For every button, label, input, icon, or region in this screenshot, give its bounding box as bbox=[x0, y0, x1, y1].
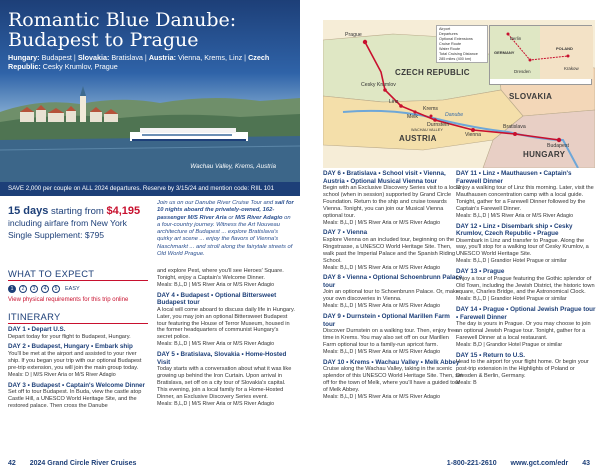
map-river-label: Danube bbox=[445, 112, 464, 118]
day-title: DAY 9 • Durnstein • Optional Marillen Farm tour bbox=[323, 313, 450, 328]
country-cities: Cesky Krumlov, Prague bbox=[42, 62, 118, 71]
pace-scale bbox=[8, 285, 148, 293]
country-cities: Vienna, Krems, Linz bbox=[177, 53, 243, 62]
pace-level-dot: 5 bbox=[52, 285, 60, 293]
itinerary-day bbox=[323, 359, 463, 401]
country-cities: Budapest bbox=[41, 53, 72, 62]
day-description: Head to the airport for your flight home. Or begin your post-trip extension in the Highlights of Poland or Dresden & Berlin, Germany. bbox=[456, 359, 589, 380]
starting-from-label: starting from bbox=[51, 206, 104, 217]
day-description: Depart today for your flight to Budapest, Hungary. bbox=[8, 333, 131, 340]
map-city-bratislava: Bratislava bbox=[503, 124, 526, 130]
pace-level-dot: 2 bbox=[19, 285, 27, 293]
day-title: DAY 13 • Prague bbox=[456, 268, 505, 276]
trip-title-line2: Budapest to Prague bbox=[8, 29, 199, 51]
website-link[interactable]: www.gct.com/edr bbox=[510, 460, 569, 467]
legend-item: (400 km) bbox=[456, 57, 472, 61]
country-label: Czech Republic: bbox=[8, 53, 270, 71]
ext-country-poland: POLAND bbox=[556, 46, 573, 51]
map-city-vienna: Vienna bbox=[465, 132, 482, 138]
ext-city-krakow: Krakow bbox=[564, 66, 579, 71]
map-city-krems: Krems bbox=[423, 106, 438, 112]
itinerary-day bbox=[323, 274, 463, 310]
day-title: DAY 8 • Vienna • Optional Schoenbrunn Palace tour bbox=[323, 274, 463, 289]
day-title: DAY 3 • Budapest • Captain's Welcome Dinner bbox=[8, 381, 146, 389]
legend-item bbox=[439, 52, 485, 62]
legend-item: Distance bbox=[463, 52, 478, 56]
day-meals: Meals: B,L,D | M/S River Aria or M/S River Adagio bbox=[456, 212, 574, 219]
intro-text-mid: or bbox=[226, 214, 236, 221]
day-meals: Meals: B,L,D | Grandior Hotel Prague or similar bbox=[456, 296, 567, 303]
pace-level-dot: 3 bbox=[30, 285, 38, 293]
trip-title-line1: Romantic Blue Danube: bbox=[8, 9, 237, 31]
intro-text-post: on a four-country journey. Witness the Art Nouveau architecture of Budapest ... explore Bratislava's quirky art scene ... enjoy the flavors of Vienna's Naschmarkt ... and stroll along the fairytale streets of Old World Prague. bbox=[157, 214, 293, 258]
map-country-czech: CZECH REPUBLIC bbox=[395, 68, 470, 77]
itinerary-right-column2 bbox=[456, 170, 596, 390]
itinerary-left-column1 bbox=[8, 326, 148, 413]
day-description: Join an optional tour to Schoenbrunn Palace. Or, make your own discoveries in Vienna. bbox=[323, 289, 459, 303]
legend-item: Cruise Route bbox=[439, 42, 462, 46]
pace-level-dot: 1 bbox=[8, 285, 16, 293]
day-description: Set off to tour Budapest. In Buda, view the castle atop Castle Hill, a UNESCO World Heritage Site, and the restored palace. Then cross the Danube bbox=[8, 389, 142, 409]
what-to-expect-section bbox=[8, 268, 148, 303]
itinerary-day bbox=[157, 351, 295, 407]
day-title: DAY 15 • Return to U.S. bbox=[456, 351, 526, 359]
day-title: DAY 7 • Vienna bbox=[323, 229, 368, 237]
intro-text-pre: Join us on our Danube River Cruise Tour and bbox=[157, 200, 275, 206]
trip-intro bbox=[157, 200, 295, 258]
country-label: Slovakia: bbox=[77, 53, 110, 62]
intro-text-bold: sail for 10 nights aboard the privately-owned, 162-passenger M/S River Aria bbox=[157, 200, 294, 221]
map-city-melk: Melk bbox=[407, 114, 418, 120]
page-number-right: 43 bbox=[582, 460, 590, 467]
day-description: and explore Pest, where you'll see Heroes' Square. Tonight, enjoy a Captain's Welcome Dinner. bbox=[157, 268, 284, 281]
ext-city-berlin: Berlin bbox=[510, 36, 522, 41]
itinerary-left-column2 bbox=[157, 268, 295, 411]
itinerary-day bbox=[157, 292, 295, 348]
day-title: DAY 5 • Bratislava, Slovakia • Home-Hosted Visit bbox=[157, 351, 287, 366]
day-description: Enjoy a tour of Prague featuring the Gothic splendor of Old Town, including the Jewish District, the historic town square, Charles Bridge, and the Astronomical Clock. bbox=[456, 275, 595, 296]
day-description: Enjoy a walking tour of Linz this morning. Later, visit the Mauthausen concentration camp with a local guide. Tonight, gather for a Farewell Dinner followed by the Captain's Farewell Dinner. bbox=[456, 185, 594, 212]
right-page-footer bbox=[435, 460, 590, 467]
day-meals: Meals: B,L,D | M/S River Aria or M/S River Adagio bbox=[323, 393, 441, 400]
intro-text-bold2: M/S River Adagio bbox=[235, 214, 283, 221]
map-city-prague: Prague bbox=[345, 32, 362, 38]
trip-title bbox=[8, 10, 298, 50]
trip-price: $4,195 bbox=[106, 205, 141, 217]
day-meals: Meals: B,L,D | M/S River Aria or M/S River Adagio bbox=[157, 281, 275, 288]
itinerary-day bbox=[456, 268, 596, 303]
itinerary-day bbox=[323, 170, 463, 226]
day-description: The day is yours in Prague. Or you may choose to join an optional Jewish Prague tour. Tonight, gather for a Farewell Dinner at a local restaurant. bbox=[456, 321, 591, 342]
pace-level-dot: 4 bbox=[41, 285, 49, 293]
day-title: DAY 12 • Linz • Disembark ship • Cesky Krumlov, Czech Republic • Prague bbox=[456, 222, 573, 238]
route-map bbox=[323, 20, 595, 168]
itinerary-day bbox=[456, 352, 596, 387]
itinerary-day bbox=[8, 382, 148, 410]
right-page bbox=[300, 0, 600, 475]
itinerary-right-column1 bbox=[323, 170, 463, 404]
day-meals: Meals: B,L,D | M/S River Aria or M/S River Adagio bbox=[323, 219, 441, 226]
ext-country-germany: GERMANY bbox=[494, 50, 515, 55]
country-cities: Bratislava bbox=[111, 53, 143, 62]
itinerary-day bbox=[456, 170, 596, 220]
map-country-hungary: HUNGARY bbox=[523, 150, 566, 159]
country-label: Austria: bbox=[148, 53, 176, 62]
single-supplement: Single Supplement: $795 bbox=[8, 230, 105, 240]
country-label: Hungary: bbox=[8, 53, 40, 62]
optional-extensions-panel bbox=[489, 25, 592, 85]
map-city-linz: Linz bbox=[389, 99, 399, 105]
day-description: Begin with an Exclusive Discovery Series visit to a local school (when in session) supported by Grand Circle Foundation. Return to the ship and cruise towards Vienna. Tonight, you can join our Musical Vienna optional tour. bbox=[323, 185, 461, 219]
promo-banner: SAVE 2,000 per couple on ALL 2024 departures. Reserve by 3/15/24 and mention code: RIIL 101 bbox=[0, 182, 300, 196]
day-description: A local will come aboard to discuss daily life in Hungary. Later, you may join an optional Bittersweet Budapest tour featuring the House of Terror Museum, housed in the former headquarters of communist Hungary's secret police. bbox=[157, 306, 295, 341]
day-description: Explore Vienna on an included tour, beginning on the Ringstrasse, a UNESCO World Heritage Site. Then, walk past the Imperial Palace and the Spanish Riding School. bbox=[323, 236, 456, 264]
day-meals: Meals: D | M/S River Aria or M/S River Adagio bbox=[8, 371, 116, 378]
day-title: DAY 2 • Budapest, Hungary • Embark ship bbox=[8, 343, 133, 351]
ext-city-dresden: Dresden bbox=[514, 69, 531, 74]
itinerary-day bbox=[323, 313, 463, 356]
legend-item: Airport bbox=[439, 27, 451, 31]
hero-photo bbox=[0, 0, 300, 182]
day-title: DAY 4 • Budapest • Optional Bittersweet Budapest tour bbox=[157, 291, 277, 307]
map-country-slovakia: SLOVAKIA bbox=[509, 92, 553, 101]
page-number-left: 42 bbox=[8, 460, 16, 467]
day-meals: Meals: B,L,D | Grandior Hotel Prague or similar bbox=[456, 258, 567, 265]
duration-price-line bbox=[8, 205, 148, 218]
trip-duration: 15 days bbox=[8, 205, 49, 217]
day-title: DAY 14 • Prague • Optional Jewish Prague tour • Farewell Dinner bbox=[456, 306, 596, 321]
map-country-austria: AUSTRIA bbox=[399, 134, 437, 143]
legend-item: Optional Extensions bbox=[439, 37, 473, 41]
itinerary-day bbox=[157, 268, 295, 289]
day-meals: Meals: B,L,D | M/S River Aria or M/S River Adagio bbox=[323, 264, 441, 271]
day-meals: Meals: B,L,D | M/S River Aria or M/S River Adagio bbox=[157, 400, 275, 407]
day-meals: Meals: B,L,D | M/S River Aria or M/S River Adagio bbox=[323, 303, 441, 310]
map-city-cesky-krumlov: Cesky Krumlov bbox=[361, 82, 396, 88]
day-title: DAY 6 • Bratislava • School visit • Vienna, Austria • Optional Musical Vienna tour bbox=[323, 170, 446, 185]
day-title: DAY 10 • Krems • Wachau Valley • Melk Abbey bbox=[323, 358, 460, 366]
left-page-footer bbox=[8, 460, 148, 467]
day-description: Disembark in Linz and transfer to Prague. Along the way, you'll stop for a walking tour of Cesky Krumlov, a UNESCO World Heritage Site. bbox=[456, 237, 589, 258]
itinerary-day bbox=[8, 326, 148, 340]
day-title: DAY 11 • Linz • Mauthausen • Captain's Farewell Dinner bbox=[456, 170, 572, 185]
day-meals: Meals: B,L,D | M/S River Aria or M/S River Adagio bbox=[157, 341, 275, 348]
map-city-budapest: Budapest bbox=[547, 143, 569, 149]
day-description: Today starts with a conversation about what it was like growing up behind the Iron Curtain. Upon arrival in Bratislava, set off on a city tour of Slovakia's capital. This evening, join a local family for a Home-Hosted Dinner, an Exclusive Discovery Series event. bbox=[157, 366, 292, 400]
brochure-brand: 2024 Grand Circle River Cruises bbox=[29, 460, 137, 467]
itinerary-heading: ITINERARY bbox=[8, 311, 148, 324]
day-meals: Meals: B,D | Grandior Hotel Prague or similar bbox=[456, 342, 563, 348]
day-title: DAY 1 • Depart U.S. bbox=[8, 326, 66, 333]
legend-item: Total Cruising bbox=[439, 52, 463, 56]
itinerary-day bbox=[323, 229, 463, 271]
day-meals: Meals: B bbox=[456, 380, 477, 387]
legend-item: 285 miles bbox=[439, 57, 456, 61]
itinerary-day bbox=[456, 223, 596, 266]
day-description: Cruise along the Wachau Valley, taking in the scenic splendor of this UNESCO World Heritage Site. Then, set off for the town of Melk, where you'll have a guided tour of Melk Abbey. bbox=[323, 366, 463, 394]
photo-caption: Wachau Valley, Krems, Austria bbox=[190, 163, 276, 170]
what-to-expect-heading: WHAT TO EXPECT bbox=[8, 268, 148, 281]
day-description: Discover Durnstein on a walking tour. Then, enjoy free time in Krems. You may also set off on our Marillen Farm optional tour to a family-run apricot farm. bbox=[323, 328, 458, 348]
legend-item: Water Route bbox=[439, 47, 461, 51]
itinerary-day bbox=[456, 306, 596, 349]
itinerary-day bbox=[8, 343, 148, 378]
day-description: You'll be met at the airport and assisted to your river ship. If you began your trip with our optional Budapest pre-trip extension, you will join the main group today. bbox=[8, 350, 142, 371]
legend-item: Departures bbox=[439, 32, 458, 36]
physical-requirements-link[interactable]: View physical requirements for this trip online bbox=[8, 297, 129, 303]
phone-number[interactable]: 1-800-221-2610 bbox=[446, 460, 497, 467]
pricing-block bbox=[8, 205, 148, 241]
day-meals: Meals: B,L,D | M/S River Aria or M/S River Adagio bbox=[323, 348, 441, 355]
map-valley-label: WACHAU VALLEY bbox=[411, 128, 443, 132]
trip-countries: Hungary: Budapest | Slovakia: Bratislava | Austria: Vienna, Krems, Linz | Czech Republic: Cesky Krumlov, Prague bbox=[8, 53, 270, 71]
airfare-note: including airfare from New York bbox=[8, 218, 127, 228]
map-city-durnstein: Durnstein bbox=[427, 122, 450, 128]
pace-label: EASY bbox=[65, 286, 80, 292]
map-legend bbox=[436, 25, 488, 63]
